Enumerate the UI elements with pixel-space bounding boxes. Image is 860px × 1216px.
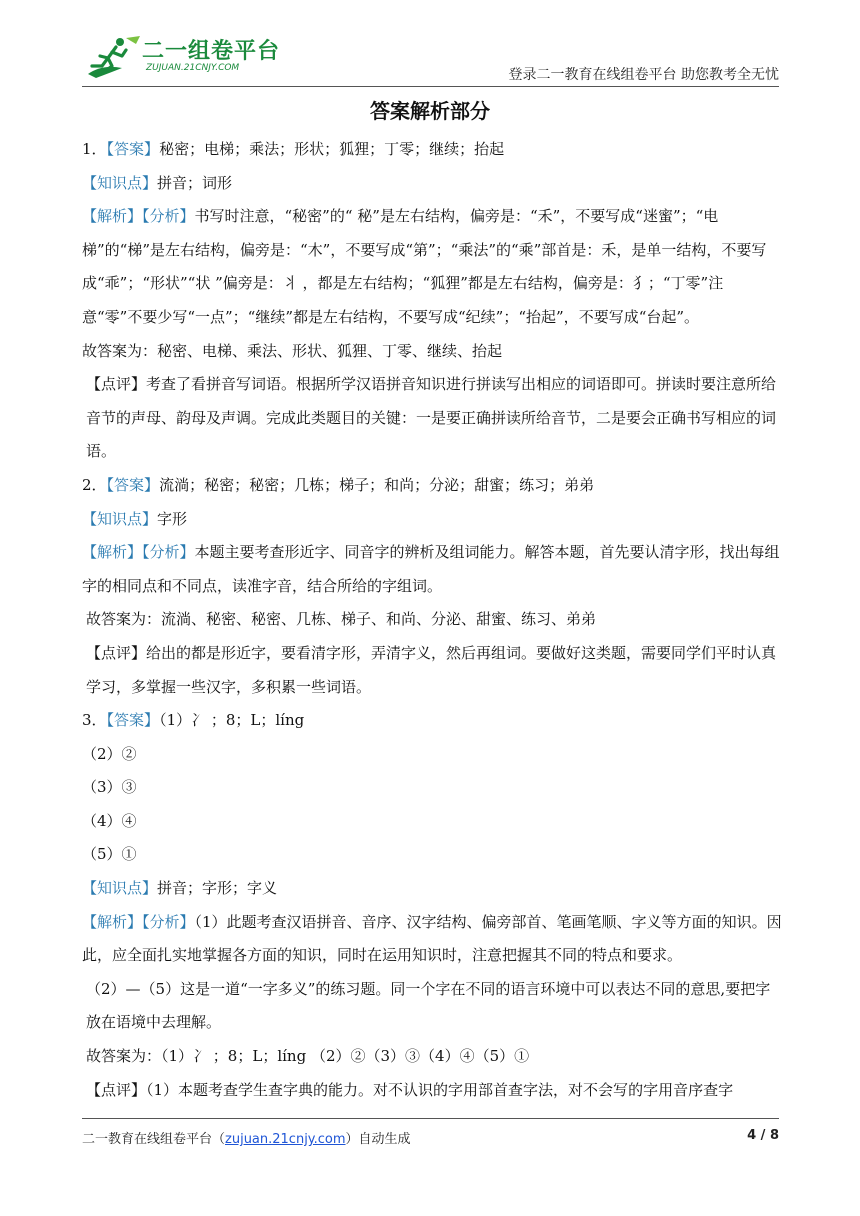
answer-line bbox=[82, 133, 782, 167]
question-number: 1． bbox=[82, 140, 107, 158]
comment-tag: 【点评】 bbox=[86, 375, 147, 394]
page-number: 4 / 8 bbox=[747, 1128, 779, 1143]
header-divider bbox=[82, 86, 779, 87]
comment-tag: 【点评】 bbox=[86, 1080, 147, 1099]
analysis-paragraph bbox=[82, 906, 782, 973]
comment-paragraph bbox=[82, 1074, 782, 1108]
answer-content bbox=[82, 133, 782, 1107]
answer-subitem: （3）③ bbox=[82, 778, 137, 797]
answer-subitem: （4）④ bbox=[82, 811, 137, 830]
analysis-text: 本题主要考查形近字、同音字的辨析及组词能力。解答本题，首先要认清字形，找出每组字的相同点和不同点，读准字音，结合所给的字组词。 bbox=[82, 543, 780, 595]
answer-subitem: （5）① bbox=[82, 845, 137, 864]
answer-tag: 【答案】 bbox=[106, 711, 160, 730]
answer-text: 秘密；电梯；乘法；形状；狐狸；丁零；继续；抬起 bbox=[159, 140, 505, 158]
question-3 bbox=[82, 704, 782, 1107]
knowledge-tag: 【知识点】 bbox=[82, 173, 158, 192]
question-2 bbox=[82, 469, 782, 704]
comment-tag: 【点评】 bbox=[86, 643, 147, 662]
comment-text: 考查了看拼音写词语。根据所学汉语拼音知识进行拼读写出相应的词语即可。拼读时要注意所给音节的声母、韵母及声调。完成此类题目的关键：一是要正确拼读所给音节，二是要会正确书写相应的词语。 bbox=[86, 375, 777, 461]
answer-tag: 【答案】 bbox=[106, 140, 160, 158]
knowledge-line bbox=[82, 872, 782, 906]
analysis-text: 书写时注意，“秘密”的“ 秘”是左右结构，偏旁是：“禾”，不要写成“迷蜜”；“电梯”的“梯”是左右结构，偏旁是：“木”，不要写成“第”；“乘法”的“乘”部首是：禾，是单一结构，不要写成“乖”；“形状”“状 ”偏旁是：丬 ，都是左右结构；“狐狸”都是左右结构，偏旁是：犭；“丁零”注意“零”不要少写“一点”；“继续”都是左右结构，不要写成“纪续”；“抬起”，不要写成“台起”。 bbox=[82, 207, 767, 326]
answer-subitem: （2）② bbox=[82, 744, 137, 763]
conclusion-line: 故答案为：秘密、电梯、乘法、形状、狐狸、丁零、继续、抬起 bbox=[82, 341, 503, 360]
analysis-tag: 【解析】【分析】 bbox=[82, 207, 195, 226]
header-slogan: 登录二一教育在线组卷平台 助您教考全无忧 bbox=[508, 67, 779, 83]
analysis-paragraph-2: （2）—（5）这是一道“一字多义”的练习题。同一个字在不同的语言环境中可以表达不同的意思,要把字放在语境中去理解。 bbox=[86, 979, 771, 1032]
page-footer bbox=[82, 1118, 779, 1148]
knowledge-text: 拼音；字形；字义 bbox=[157, 879, 278, 898]
logo-name: 二一组卷平台 bbox=[142, 39, 281, 64]
logo[interactable] bbox=[82, 34, 282, 82]
comment-text: （1）本题考查学生查字典的能力。对不认识的字用部首查字法，对不会写的字用音序查字 bbox=[146, 1080, 734, 1099]
analysis-tag: 【解析】【分析】 bbox=[82, 543, 195, 562]
footer-link[interactable]: zujuan.21cnjy.com bbox=[225, 1132, 346, 1147]
knowledge-line bbox=[82, 503, 782, 537]
knowledge-text: 拼音；词形 bbox=[157, 173, 233, 192]
analysis-paragraph bbox=[82, 536, 782, 603]
knowledge-tag: 【知识点】 bbox=[82, 509, 158, 528]
answer-line bbox=[82, 704, 782, 738]
question-1 bbox=[82, 133, 782, 469]
answer-line bbox=[82, 469, 782, 503]
comment-text: 给出的都是形近字，要看清字形，弄清字义，然后再组词。要做好这类题，需要同学们平时认真学习，多掌握一些汉字，多积累一些词语。 bbox=[86, 643, 777, 696]
analysis-tag: 【解析】【分析】 bbox=[82, 912, 195, 931]
footer-prefix: 二一教育在线组卷平台（ bbox=[82, 1132, 226, 1147]
knowledge-line bbox=[82, 167, 782, 201]
question-number: 2． bbox=[82, 475, 107, 494]
answer-text: 流淌；秘密；秘密；几栋；梯子；和尚；分泌；甜蜜；练习；弟弟 bbox=[159, 475, 595, 494]
footer-divider bbox=[82, 1118, 779, 1119]
question-number: 3． bbox=[82, 711, 107, 730]
page-header bbox=[82, 26, 779, 84]
runner-logo-icon bbox=[82, 34, 142, 80]
conclusion-line: 故答案为：流淌、秘密、秘密、几栋、梯子、和尚、分泌、甜蜜、练习、弟弟 bbox=[86, 610, 597, 629]
knowledge-text: 字形 bbox=[157, 509, 188, 528]
analysis-paragraph bbox=[82, 200, 782, 334]
answer-text: （1）冫 ；8；L；líng bbox=[159, 711, 305, 730]
knowledge-tag: 【知识点】 bbox=[82, 879, 158, 898]
comment-paragraph bbox=[82, 368, 782, 469]
analysis-text: （1）此题考查汉语拼音、音序、汉字结构、偏旁部首、笔画笔顺、字义等方面的知识。因此，应全面扎实地掌握各方面的知识，同时在运用知识时，注意把握其不同的特点和要求。 bbox=[82, 912, 782, 965]
conclusion-line: 故答案为：（1）冫 ；8；L；líng （2）②（3）③（4）④（5）① bbox=[86, 1047, 530, 1066]
page-title: 答案解析部分 bbox=[370, 99, 490, 123]
answer-tag: 【答案】 bbox=[106, 475, 160, 494]
footer-credit bbox=[82, 1128, 411, 1147]
footer-suffix: ）自动生成 bbox=[345, 1132, 411, 1147]
comment-paragraph bbox=[82, 637, 782, 704]
logo-url: ZUJUAN.21CNJY.COM bbox=[146, 63, 240, 73]
